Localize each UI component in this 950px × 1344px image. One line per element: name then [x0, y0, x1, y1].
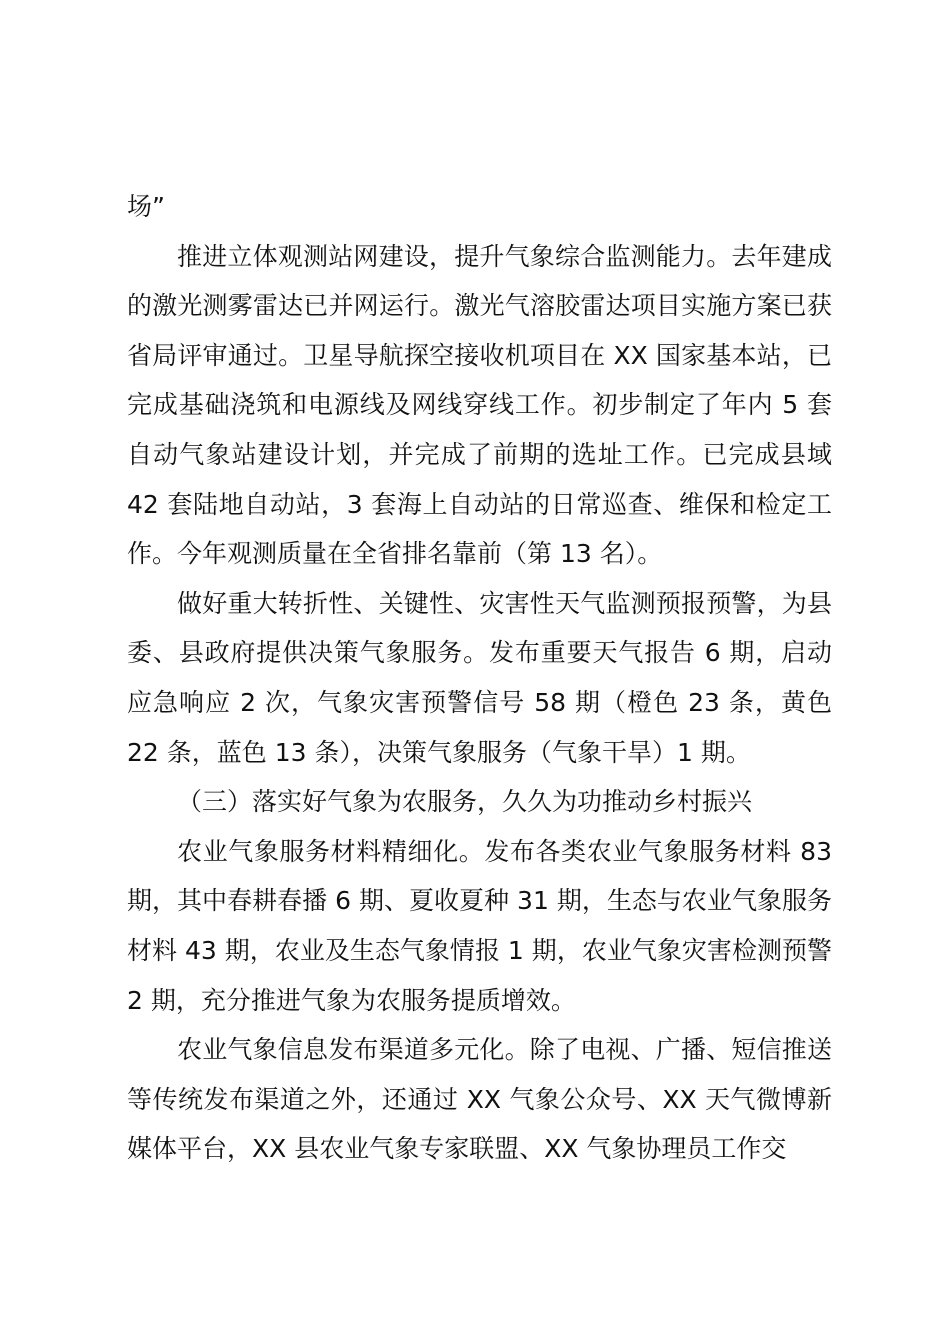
continued-paragraph-fragment: 场” — [127, 192, 165, 221]
paragraph-weather-warning: 做好重大转折性、关键性、灾害性天气监测预报预警，为县委、县政府提供决策气象服务。发布重要天气报告 6 期，启动应急响应 2 次，气象灾害预警信号 58 期（橙色 23 条，黄色 22 条，蓝色 13 条），决策气象服务（气象干旱）1 期。 — [127, 588, 832, 767]
section-heading-agriculture: （三）落实好气象为农服务，久久为功推动乡村振兴 — [177, 787, 753, 817]
paragraph-agri-channels: 农业气象信息发布渠道多元化。除了电视、广播、短信推送等传统发布渠道之外，还通过 XX 气象公众号、XX 天气微博新媒体平台，XX 县农业气象专家联盟、XX 气象协理员工作交 — [127, 1035, 832, 1164]
paragraph-observation-network: 推进立体观测站网建设，提升气象综合监测能力。去年建成的激光测雾雷达已并网运行。激光气溶胶雷达项目实施方案已获省局评审通过。卫星导航探空接收机项目在 XX 国家基本站，已完成基础浇筑和电源线及网线穿线工作。初步制定了年内 5 套自动气象站建设计划，并完成了前期的选址工作。已完成县域 42 套陆地自动站，3 套海上自动站的日常巡查、维保和检定工作。今年观测质量在全省排名靠前（第 13 名）。 — [127, 241, 832, 569]
document-body — [127, 182, 832, 1174]
paragraph-agri-materials: 农业气象服务材料精细化。发布各类农业气象服务材料 83 期，其中春耕春播 6 期、夏收夏种 31 期，生态与农业气象服务材料 43 期，农业及生态气象情报 1 期，农业气象灾害检测预警 2 期，充分推进气象为农服务提质增效。 — [127, 836, 832, 1015]
